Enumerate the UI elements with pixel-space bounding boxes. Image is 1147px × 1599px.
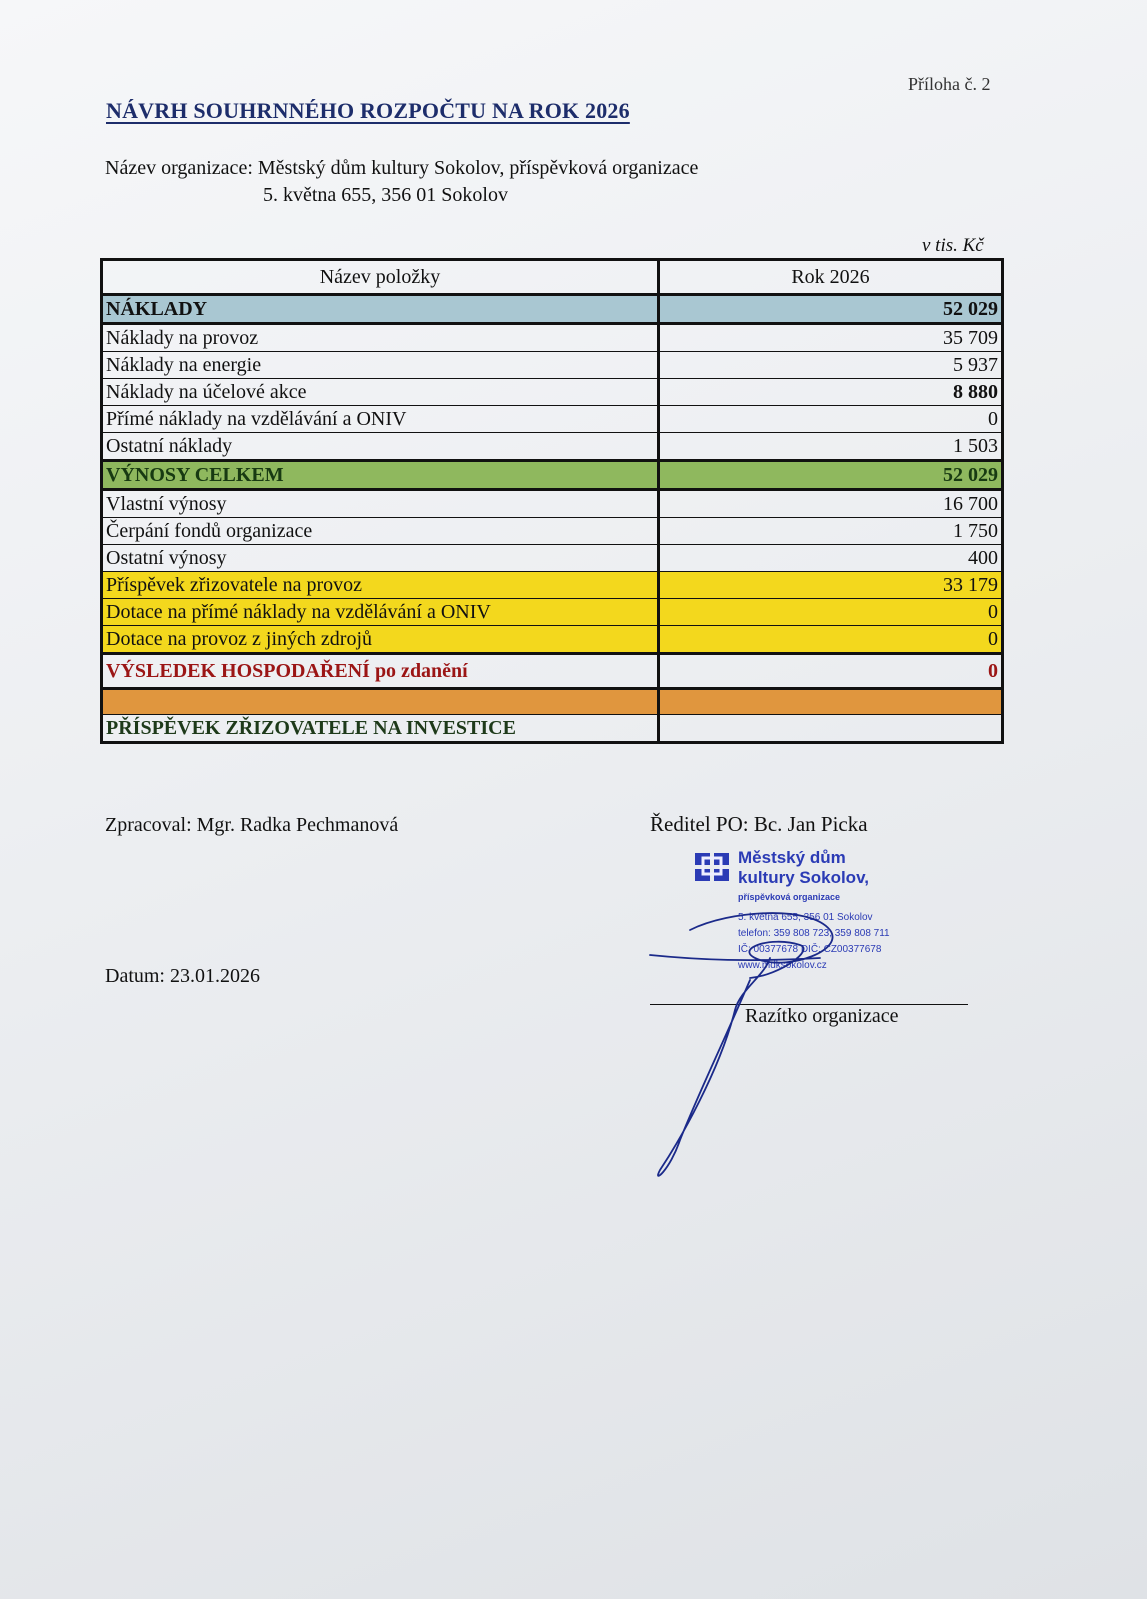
table-row [102,406,1003,433]
row-label: Ostatní výnosy [102,545,659,572]
row-label: Ostatní náklady [102,433,659,461]
orange-band [102,689,659,715]
row-label: Dotace na provoz z jiných zdrojů [102,626,659,654]
document-title: NÁVRH SOUHRNNÉHO ROZPOČTU NA ROK 2026 [106,98,630,123]
table-row [102,545,1003,572]
row-label: Náklady na účelové akce [102,379,659,406]
row-value: 400 [659,545,1003,572]
table-row-highlight [102,599,1003,626]
row-value: 1 750 [659,518,1003,545]
table-row-revenues-total [102,461,1003,490]
stamp-line: telefon: 359 808 723, 359 808 711 [738,928,890,939]
row-value: 0 [659,599,1003,626]
stamp-caption: Razítko organizace [745,1005,899,1027]
table-row [102,352,1003,379]
budget-table [100,258,1004,744]
stamp-line: příspěvková organizace [738,892,841,902]
table-header-row [102,260,1003,295]
row-label: Přímé náklady na vzdělávání a ONIV [102,406,659,433]
row-value: 5 937 [659,352,1003,379]
row-label: VÝNOSY CELKEM [102,461,659,490]
processed-by: Zpracoval: Mgr. Radka Pechmanová [105,814,399,836]
row-value: 0 [659,654,1003,689]
stamp-line: Městský dům [738,848,846,867]
table-row-result [102,654,1003,689]
row-value: 33 179 [659,572,1003,599]
table-row [102,490,1003,518]
row-label: Příspěvek zřizovatele na provoz [102,572,659,599]
orange-band [659,689,1003,715]
row-value [659,715,1003,743]
annex-label: Příloha č. 2 [908,74,991,94]
table-row [102,324,1003,352]
stamp-line: www.mdksokolov.cz [738,960,827,971]
column-header-year: Rok 2026 [659,260,1003,295]
row-label: Náklady na energie [102,352,659,379]
signature-scribble [640,900,940,1200]
row-label: Čerpání fondů organizace [102,518,659,545]
row-value: 52 029 [659,461,1003,490]
result-label-sub: po zdanění [374,660,468,682]
organization-name: Název organizace: Městský dům kultury Sokolov, příspěvková organizace [105,157,699,179]
row-label: Vlastní výnosy [102,490,659,518]
row-value: 16 700 [659,490,1003,518]
row-label [102,654,659,689]
row-label: Náklady na provoz [102,324,659,352]
stamp-line: kultury Sokolov, [738,868,869,887]
row-value: 35 709 [659,324,1003,352]
table-row-investment [102,715,1003,743]
stamp-logo-icon [694,852,730,882]
organization-address: 5. května 655, 356 01 Sokolov [263,184,508,206]
table-row [102,379,1003,406]
director-name: Ředitel PO: Bc. Jan Picka [650,812,868,836]
row-value: 52 029 [659,295,1003,324]
table-row [102,518,1003,545]
units-note: v tis. Kč [922,235,984,256]
row-value: 1 503 [659,433,1003,461]
row-value: 0 [659,626,1003,654]
table-row-highlight [102,572,1003,599]
stamp-line: 5. května 655, 356 01 Sokolov [738,912,873,923]
row-value: 8 880 [659,379,1003,406]
document-date: Datum: 23.01.2026 [105,965,260,987]
table-row-separator [102,689,1003,715]
result-label-main: VÝSLEDEK HOSPODAŘENÍ [106,660,370,682]
row-value: 0 [659,406,1003,433]
column-header-name: Název položky [102,260,659,295]
stamp-line: IČ: 00377678 DIČ: CZ00377678 [738,944,882,955]
table-row-costs-total [102,295,1003,324]
table-row-highlight [102,626,1003,654]
row-label: Dotace na přímé náklady na vzdělávání a ONIV [102,599,659,626]
row-label: PŘÍSPĚVEK ZŘIZOVATELE NA INVESTICE [102,715,659,743]
table-row [102,433,1003,461]
row-label: NÁKLADY [102,295,659,324]
